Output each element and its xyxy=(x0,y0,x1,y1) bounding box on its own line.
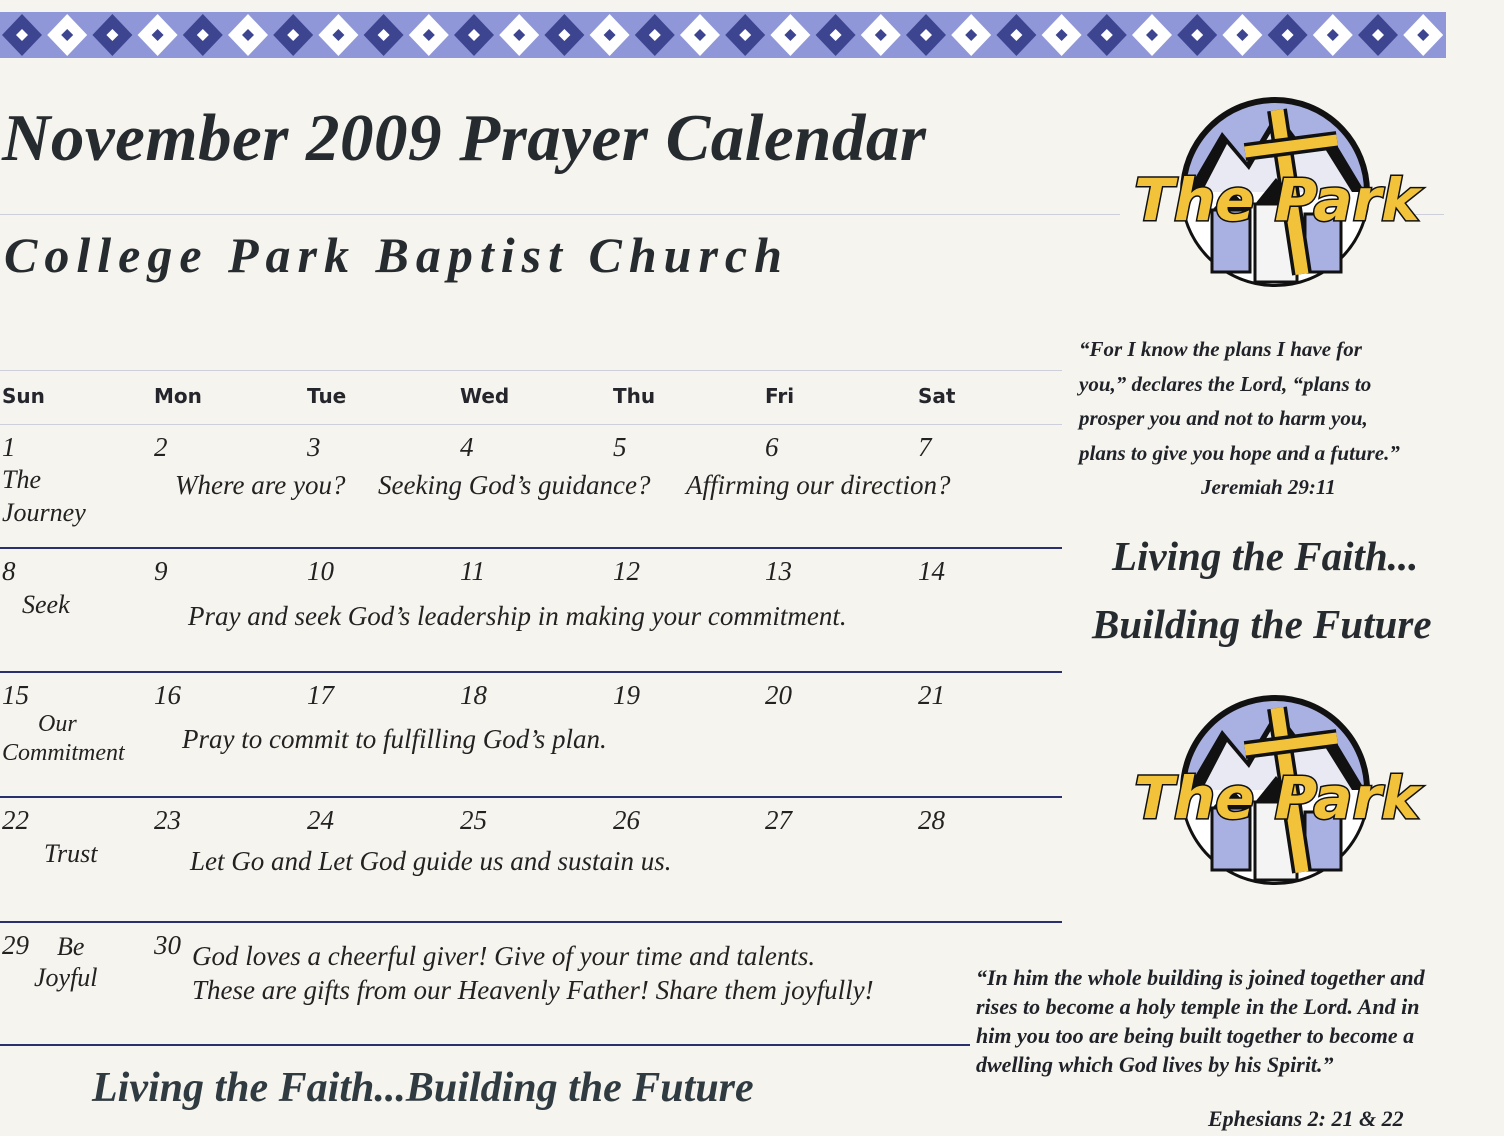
verse-line: prosper you and not to harm you, xyxy=(1079,406,1368,430)
day-number: 3 xyxy=(307,432,321,462)
week-divider xyxy=(0,921,1062,923)
day-number: 30 xyxy=(154,930,181,960)
day-number: 13 xyxy=(765,556,792,586)
weekday-sat: Sat xyxy=(918,384,956,408)
ephesians-verse xyxy=(976,963,1425,1079)
verse-line: plans to give you hope and a future.” xyxy=(1079,440,1400,465)
weekday-bottom-rule xyxy=(0,424,1062,425)
day-number: 21 xyxy=(918,680,945,710)
day-number: 12 xyxy=(613,556,640,586)
week-description: Let Go and Let God guide us and sustain us. xyxy=(190,846,672,876)
day-number: 15 xyxy=(2,680,29,710)
week-divider xyxy=(0,671,1062,673)
verse-reference: Jeremiah 29:11 xyxy=(1201,475,1336,499)
day-number: 24 xyxy=(307,805,334,835)
week-description: Pray and seek God’s leadership in making your commitment. xyxy=(188,601,847,631)
day-number: 5 xyxy=(613,432,627,462)
page-title: November 2009 Prayer Calendar xyxy=(2,101,927,175)
logo-wordmark: The Park xyxy=(1134,764,1420,832)
day-number: 25 xyxy=(460,805,487,835)
day-number: 28 xyxy=(918,805,945,835)
the-park-logo-bottom xyxy=(1127,690,1427,890)
week-theme-line: Seek xyxy=(22,590,70,619)
week-divider xyxy=(0,547,1062,549)
week-description: These are gifts from our Heavenly Father! Share them joyfully! xyxy=(192,975,874,1005)
day-number: 20 xyxy=(765,680,792,710)
weekday-top-rule xyxy=(0,370,1062,371)
the-park-logo-top xyxy=(1127,92,1427,292)
day-number: 16 xyxy=(154,680,181,710)
verse-line: rises to become a holy temple in the Lord. And in xyxy=(976,994,1420,1019)
verse-line: “For I know the plans I have for xyxy=(1079,337,1362,361)
sidebar-slogan-line-1: Living the Faith... xyxy=(1112,533,1419,579)
weekday-sun: Sun xyxy=(2,384,45,408)
week-description: Pray to commit to fulfilling God’s plan. xyxy=(182,724,607,754)
weekday-tue: Tue xyxy=(307,384,347,408)
calendar-bottom-rule xyxy=(0,1044,970,1046)
day-number: 14 xyxy=(918,556,945,586)
day-number: 1 xyxy=(2,432,16,462)
jeremiah-verse xyxy=(1079,332,1400,505)
day-number: 22 xyxy=(2,805,29,835)
week-description: Where are you? xyxy=(175,470,346,500)
day-number: 11 xyxy=(460,556,485,586)
day-number: 23 xyxy=(154,805,181,835)
day-number: 17 xyxy=(307,680,334,710)
week-divider xyxy=(0,796,1062,798)
verse-line: you,” declares the Lord, “plans to xyxy=(1079,371,1372,396)
day-number: 19 xyxy=(613,680,640,710)
title-divider xyxy=(0,214,1120,215)
week-theme-line: Our xyxy=(38,711,77,737)
week-description: God loves a cheerful giver! Give of your time and talents. xyxy=(192,941,816,971)
verse-line: “In him the whole building is joined together and xyxy=(976,965,1425,990)
day-number: 26 xyxy=(613,805,640,835)
weekday-mon: Mon xyxy=(154,384,202,408)
weekday-fri: Fri xyxy=(765,384,795,408)
week-theme-line: Commitment xyxy=(2,740,125,766)
ephesians-reference: Ephesians 2: 21 & 22 xyxy=(1208,1106,1404,1131)
day-number: 8 xyxy=(2,556,16,586)
day-number: 7 xyxy=(918,432,932,462)
week-theme-line: Trust xyxy=(44,839,98,868)
week-theme-line: Journey xyxy=(2,498,86,527)
day-number: 27 xyxy=(765,805,792,835)
day-number: 10 xyxy=(307,556,334,586)
day-number: 29 xyxy=(2,930,29,960)
logo-wordmark: The Park xyxy=(1134,166,1420,234)
day-number: 2 xyxy=(154,432,168,462)
weekday-thu: Thu xyxy=(613,384,656,408)
church-name: College Park Baptist Church xyxy=(4,227,789,283)
weekday-wed: Wed xyxy=(460,384,510,408)
footer-slogan: Living the Faith...Building the Future xyxy=(92,1065,754,1111)
week-theme-line: The xyxy=(2,465,41,494)
verse-line: dwelling which God lives by his Spirit.” xyxy=(976,1052,1334,1077)
day-number: 9 xyxy=(154,556,168,586)
week-theme-line: Joyful xyxy=(34,963,98,992)
week-description: Affirming our direction? xyxy=(686,470,951,500)
day-number: 4 xyxy=(460,432,474,462)
sidebar-slogan-line-2: Building the Future xyxy=(1092,601,1432,647)
day-number: 18 xyxy=(460,680,487,710)
verse-line: him you too are being built together to become a xyxy=(976,1023,1415,1048)
week-description: Seeking God’s guidance? xyxy=(378,470,651,500)
day-number: 6 xyxy=(765,432,779,462)
diamond-border xyxy=(0,12,1446,58)
week-theme-line: Be xyxy=(57,932,85,961)
